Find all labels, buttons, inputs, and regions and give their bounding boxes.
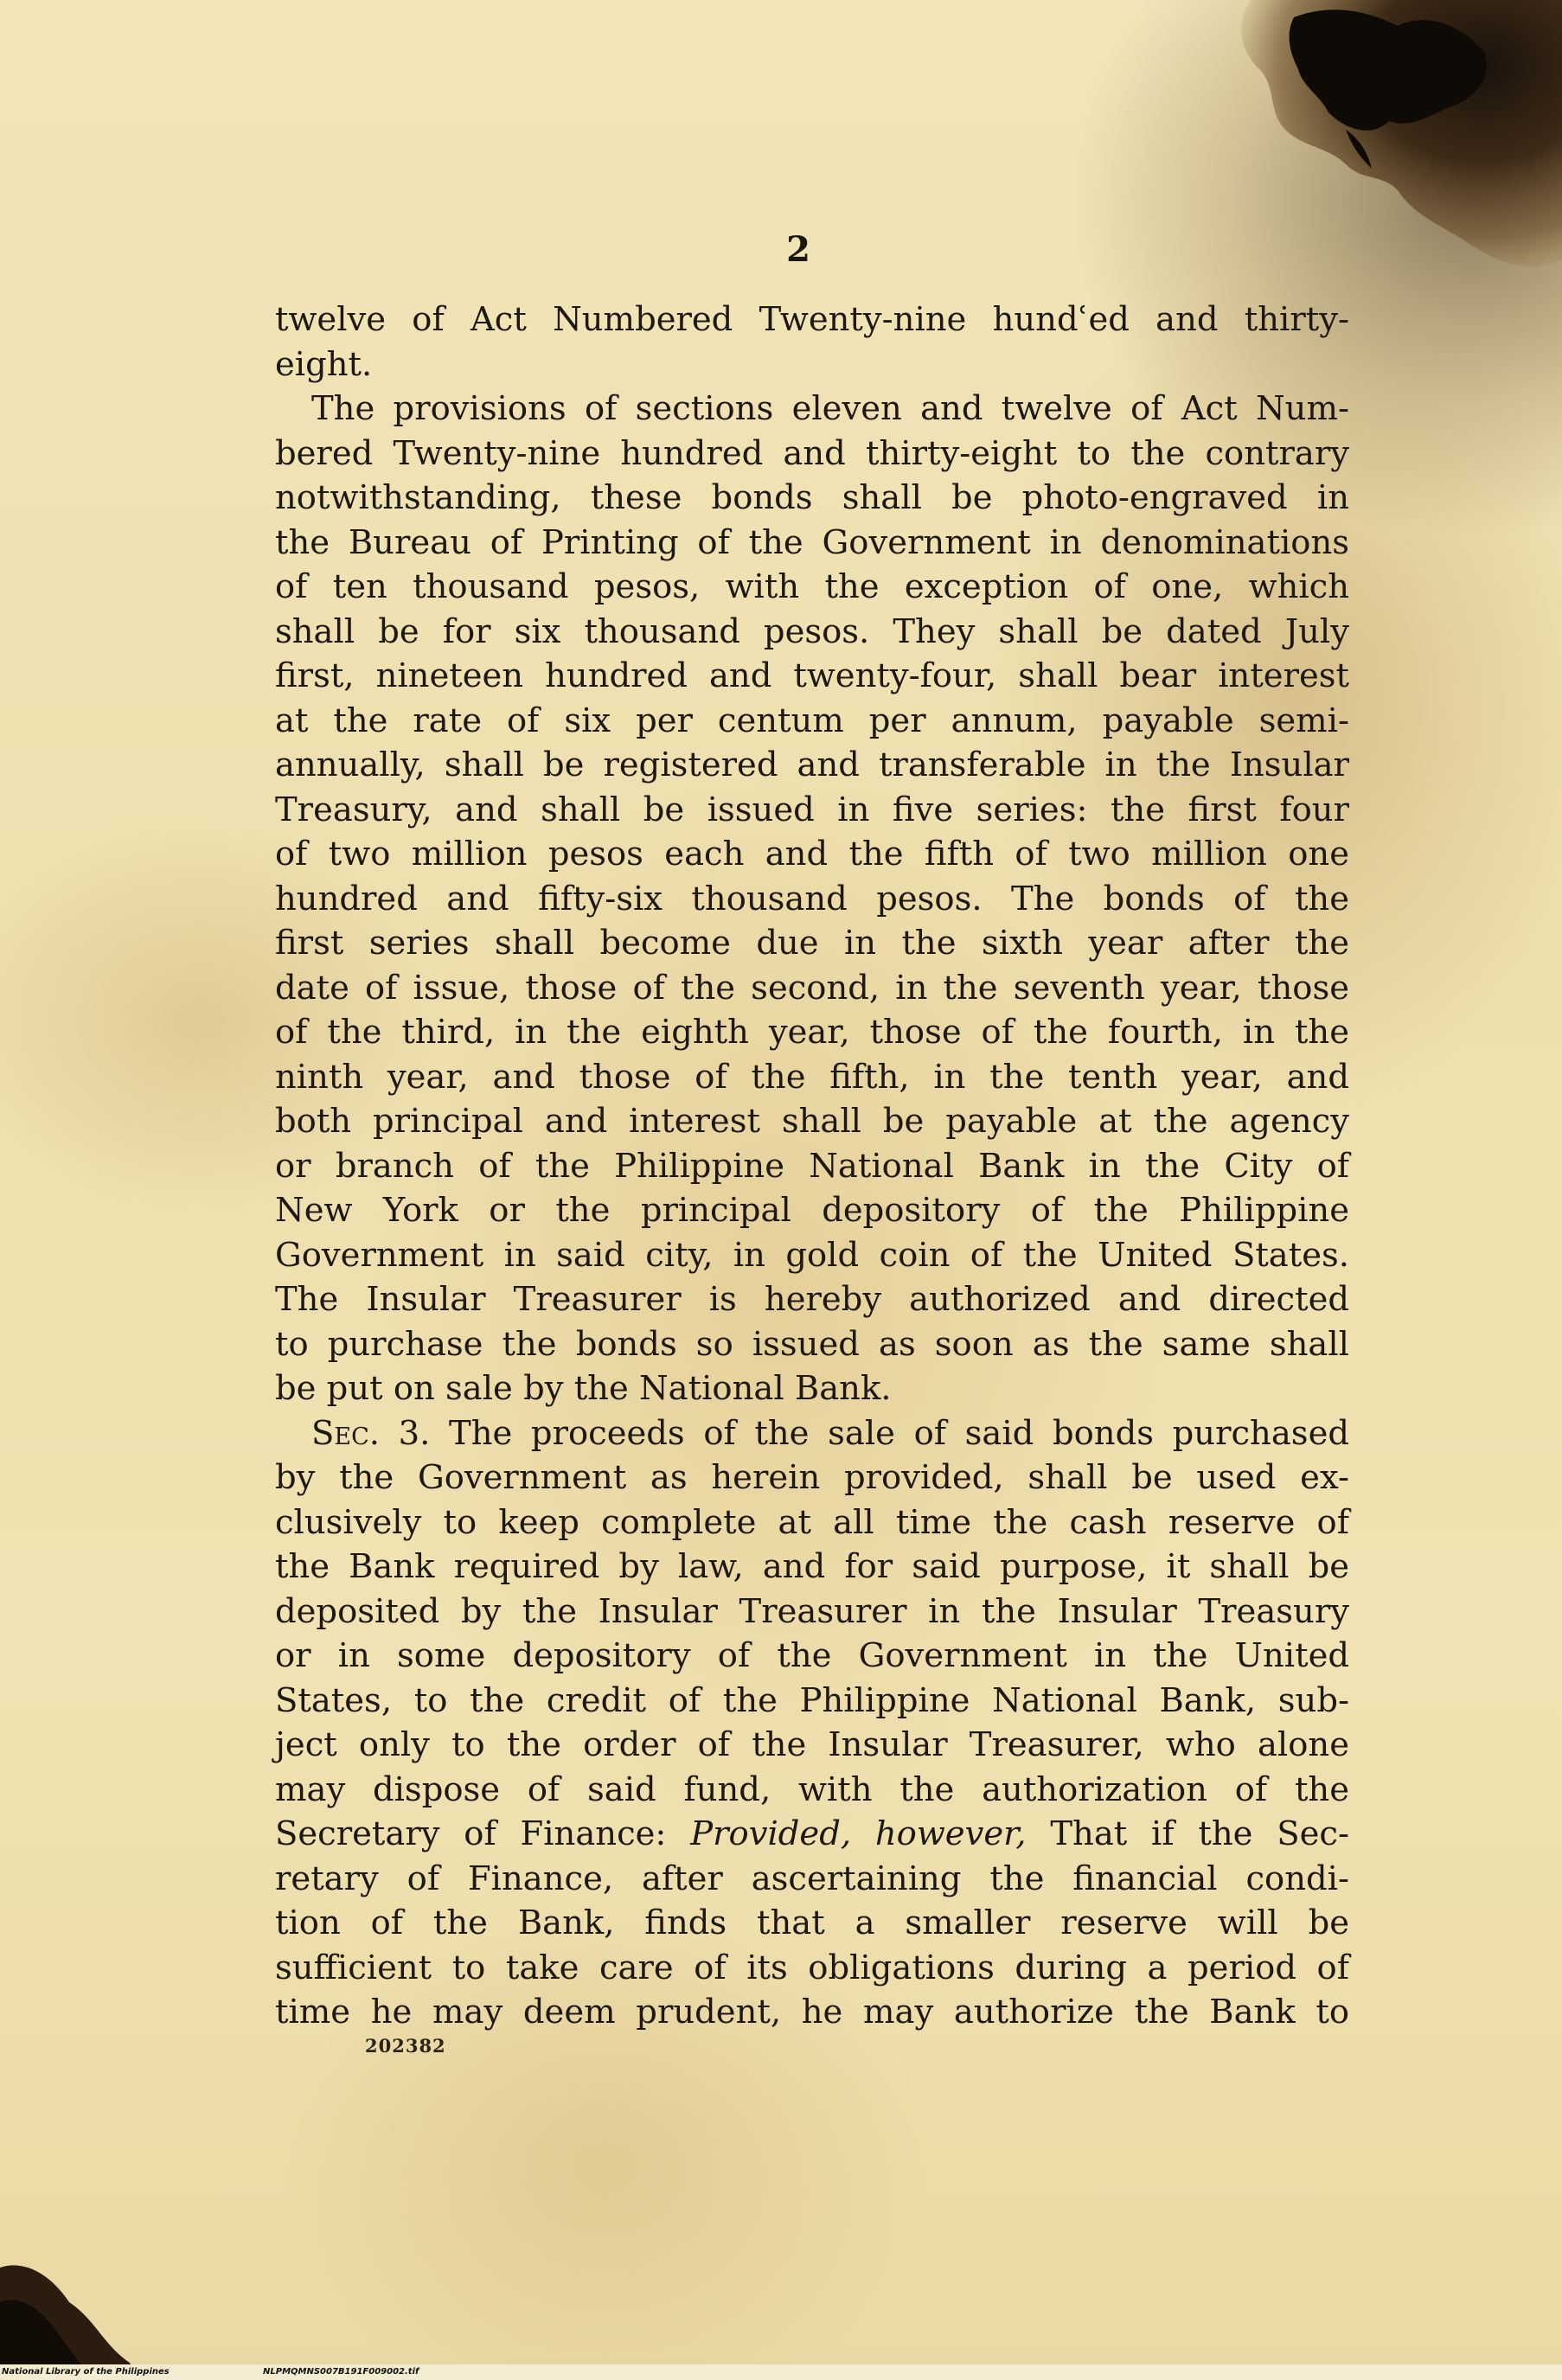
text-line: States, to the credit of the Philippine National Bank, sub- — [275, 1680, 1349, 1720]
text-line: Treasury, and shall be issued in five series: the first four — [275, 790, 1349, 829]
text-line: bered Twenty-nine hundred and thirty-eight to the contrary — [275, 433, 1349, 473]
scan-filename: NLPMQMNS007B191F009002.tif — [263, 2367, 419, 2377]
text-line: first, nineteen hundred and twenty-four, shall bear interest — [275, 656, 1349, 695]
body-text — [275, 298, 1349, 2035]
text-line: annually, shall be registered and transferable in the Insular — [275, 745, 1349, 784]
text-fragment: 3. The proceeds of the sale of said bonds purchased — [379, 1413, 1349, 1453]
burn-damage-bottom-left — [0, 2233, 173, 2380]
text-line: or in some depository of the Government in the United — [275, 1636, 1349, 1675]
text-line: both principal and interest shall be payable at the agency — [275, 1102, 1349, 1141]
text-line: date of issue, those of the second, in the seventh year, those — [275, 968, 1349, 1008]
text-line: twelve of Act Numbered Twenty-nine hundʿed and thirty- — [275, 300, 1349, 339]
text-line: ninth year, and those of the fifth, in the tenth year, and — [275, 1057, 1349, 1097]
text-line: ject only to the order of the Insular Treasurer, who alone — [275, 1725, 1349, 1764]
text-line: tion of the Bank, finds that a smaller reserve will be — [275, 1903, 1349, 1942]
text-line: time he may deem prudent, he may authorize the Bank to — [275, 1993, 1349, 2031]
text-line: deposited by the Insular Treasurer in the Insular Treasury — [275, 1591, 1349, 1631]
text-line: may dispose of said fund, with the authorization of the — [275, 1769, 1349, 1809]
text-line: The Insular Treasurer is hereby authorized and directed — [275, 1280, 1349, 1319]
text-fragment: Secretary of Finance: — [275, 1814, 691, 1853]
text-line: or branch of the Philippine National Bank in the City of — [275, 1146, 1349, 1186]
text-line: be put on sale by the National Bank. — [275, 1369, 892, 1408]
text-fragment: That if the Sec- — [1026, 1814, 1349, 1853]
section-3-heading-line — [275, 1411, 1349, 1456]
text-line: eight. — [275, 344, 373, 384]
text-line: the Bank required by law, and for said purpose, it shall be — [275, 1547, 1349, 1586]
text-line: by the Government as herein provided, shall be used ex- — [275, 1458, 1349, 1497]
text-line: of two million pesos each and the fifth of two million one — [275, 835, 1349, 873]
proviso-italic: Provided, however, — [690, 1814, 1027, 1853]
text-line: to purchase the bonds so issued as soon as the same shall — [275, 1324, 1349, 1364]
text-line: at the rate of six per centum per annum, payable semi- — [275, 701, 1349, 740]
page-number: 2 — [786, 229, 810, 270]
text-line: shall be for six thousand pesos. They shall be dated July — [275, 611, 1349, 651]
text-line: of the third, in the eighth year, those of the fourth, in the — [275, 1013, 1349, 1052]
scan-footer — [0, 2364, 1562, 2380]
text-line: the Bureau of Printing of the Government in denominations — [275, 522, 1349, 562]
text-line: of ten thousand pesos, with the exception of one, which — [275, 567, 1349, 606]
text-line: The provisions of sections eleven and twelve of Act Num- — [311, 389, 1349, 428]
text-line: notwithstanding, these bonds shall be photo-engraved in — [275, 478, 1349, 517]
text-line: New York or the principal depository of the Philippine — [275, 1191, 1349, 1230]
text-line: sufficient to take care of its obligations during a period of — [275, 1948, 1349, 1987]
form-code: 202382 — [365, 2035, 446, 2057]
text-line: clusively to keep complete at all time the cash reserve of — [275, 1502, 1349, 1542]
text-line: first series shall become due in the sixth year after the — [275, 924, 1349, 963]
proviso-line — [275, 1812, 1349, 1857]
text-line: Government in said city, in gold coin of the United States. — [275, 1235, 1349, 1275]
text-line: hundred and fifty-six thousand pesos. The bonds of the — [275, 879, 1349, 918]
text-line: retary of Finance, after ascertaining the financial condi- — [275, 1859, 1349, 1898]
library-credit: National Library of the Philippines — [2, 2367, 170, 2377]
section-label: Sec. — [311, 1413, 380, 1453]
